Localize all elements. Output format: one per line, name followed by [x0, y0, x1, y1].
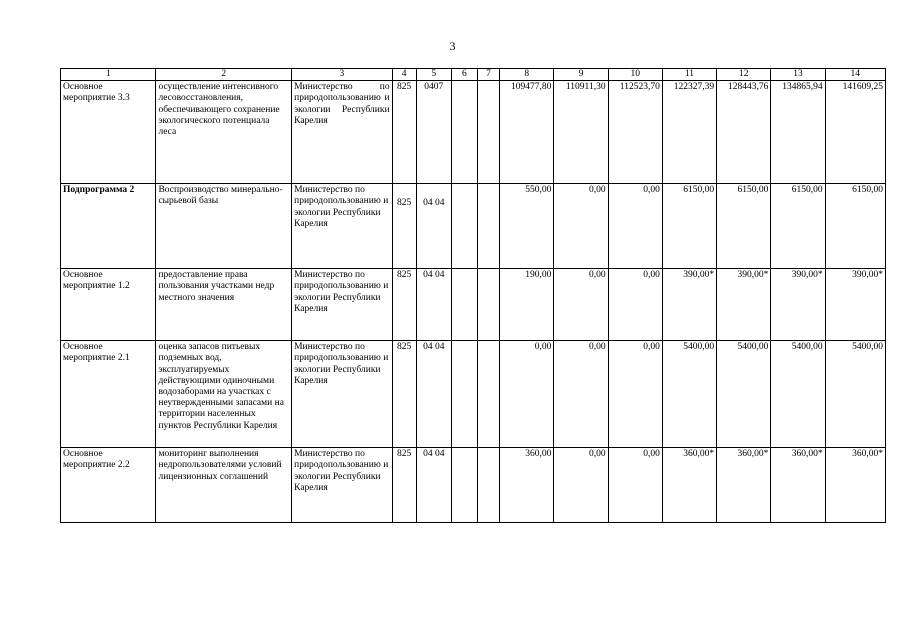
value-cell: 390,00*	[717, 269, 771, 341]
row-description: мониторинг выполнения недропользователями условий лицензионных соглашений	[156, 448, 292, 523]
value-cell: 0,00	[608, 184, 662, 269]
value-cell: 0,00	[554, 448, 608, 523]
col7-cell	[477, 184, 499, 269]
column-header: 5	[416, 69, 451, 81]
value-cell: 390,00*	[662, 269, 716, 341]
value-cell: 5400,00	[825, 341, 885, 448]
value-cell: 128443,76	[717, 81, 771, 184]
table-row	[61, 448, 886, 523]
grbs-code: 825	[392, 81, 416, 184]
value-cell: 5400,00	[717, 341, 771, 448]
col6-cell	[451, 184, 477, 269]
rzpr-code: 0407	[416, 81, 451, 184]
value-cell: 0,00	[554, 184, 608, 269]
value-cell: 360,00	[500, 448, 554, 523]
col7-cell	[477, 81, 499, 184]
column-header: 10	[608, 69, 662, 81]
value-cell: 360,00*	[825, 448, 885, 523]
value-cell: 5400,00	[771, 341, 825, 448]
value-cell: 360,00*	[717, 448, 771, 523]
value-cell: 0,00	[608, 341, 662, 448]
page-number: 3	[449, 39, 456, 53]
rzpr-code: 04 04	[416, 341, 451, 448]
value-cell: 390,00*	[771, 269, 825, 341]
row-ministry: Министерство по природопользованию и экологии Республики Карелия	[292, 81, 392, 184]
value-cell: 109477,80	[500, 81, 554, 184]
rzpr-code: 04 04	[416, 184, 451, 269]
row-name: Основное мероприятие 1.2	[61, 269, 156, 341]
row-name: Подпрограмма 2	[61, 184, 156, 269]
column-header: 1	[61, 69, 156, 81]
column-header: 13	[771, 69, 825, 81]
col6-cell	[451, 269, 477, 341]
grbs-code: 825	[392, 448, 416, 523]
row-description: осуществление интенсивного лесовосстановления, обеспечивающего сохранение экологического потенциала леса	[156, 81, 292, 184]
grbs-code: 825	[392, 269, 416, 341]
table-row	[61, 184, 886, 269]
rzpr-code: 04 04	[416, 448, 451, 523]
column-header: 3	[292, 69, 392, 81]
row-ministry: Министерство по природопользованию и экологии Республики Карелия	[292, 341, 392, 448]
col6-cell	[451, 341, 477, 448]
value-cell: 0,00	[554, 269, 608, 341]
grbs-code: 825	[392, 184, 416, 269]
row-ministry: Министерство по природопользованию и экологии Республики Карелия	[292, 448, 392, 523]
value-cell: 141609,25	[825, 81, 885, 184]
row-ministry: Министерство по природопользованию и экологии Республики Карелия	[292, 269, 392, 341]
table-row	[61, 81, 886, 184]
row-description: оценка запасов питьевых подземных вод, эксплуатируемых действующими одиночными водозаборами на участках с неутвержденными запасами на территории населенных пунктов Республики Карелия	[156, 341, 292, 448]
table-row	[61, 269, 886, 341]
value-cell: 360,00*	[771, 448, 825, 523]
value-cell: 0,00	[608, 448, 662, 523]
col7-cell	[477, 269, 499, 341]
row-name: Основное мероприятие 2.2	[61, 448, 156, 523]
column-header: 4	[392, 69, 416, 81]
column-header: 6	[451, 69, 477, 81]
value-cell: 6150,00	[662, 184, 716, 269]
value-cell: 5400,00	[662, 341, 716, 448]
value-cell: 6150,00	[771, 184, 825, 269]
col7-cell	[477, 448, 499, 523]
table-row	[61, 341, 886, 448]
value-cell: 390,00*	[825, 269, 885, 341]
column-header: 14	[825, 69, 885, 81]
column-header: 2	[156, 69, 292, 81]
rzpr-code: 04 04	[416, 269, 451, 341]
value-cell: 6150,00	[825, 184, 885, 269]
column-header: 12	[717, 69, 771, 81]
row-name: Основное мероприятие 3.3	[61, 81, 156, 184]
value-cell: 190,00	[500, 269, 554, 341]
col6-cell	[451, 448, 477, 523]
column-header: 8	[500, 69, 554, 81]
value-cell: 112523,70	[608, 81, 662, 184]
value-cell: 6150,00	[717, 184, 771, 269]
row-description: предоставление права пользования участками недр местного значения	[156, 269, 292, 341]
column-header: 7	[477, 69, 499, 81]
value-cell: 110911,30	[554, 81, 608, 184]
value-cell: 134865,94	[771, 81, 825, 184]
header-row	[61, 69, 886, 81]
value-cell: 550,00	[500, 184, 554, 269]
value-cell: 360,00*	[662, 448, 716, 523]
value-cell: 0,00	[500, 341, 554, 448]
row-ministry: Министерство по природопользованию и экологии Республики Карелия	[292, 184, 392, 269]
value-cell: 122327,39	[662, 81, 716, 184]
budget-table	[60, 68, 886, 523]
grbs-code: 825	[392, 341, 416, 448]
value-cell: 0,00	[554, 341, 608, 448]
col7-cell	[477, 341, 499, 448]
value-cell: 0,00	[608, 269, 662, 341]
row-description: Воспроизводство минерально-сырьевой базы	[156, 184, 292, 269]
column-header: 9	[554, 69, 608, 81]
col6-cell	[451, 81, 477, 184]
row-name: Основное мероприятие 2.1	[61, 341, 156, 448]
column-header: 11	[662, 69, 716, 81]
